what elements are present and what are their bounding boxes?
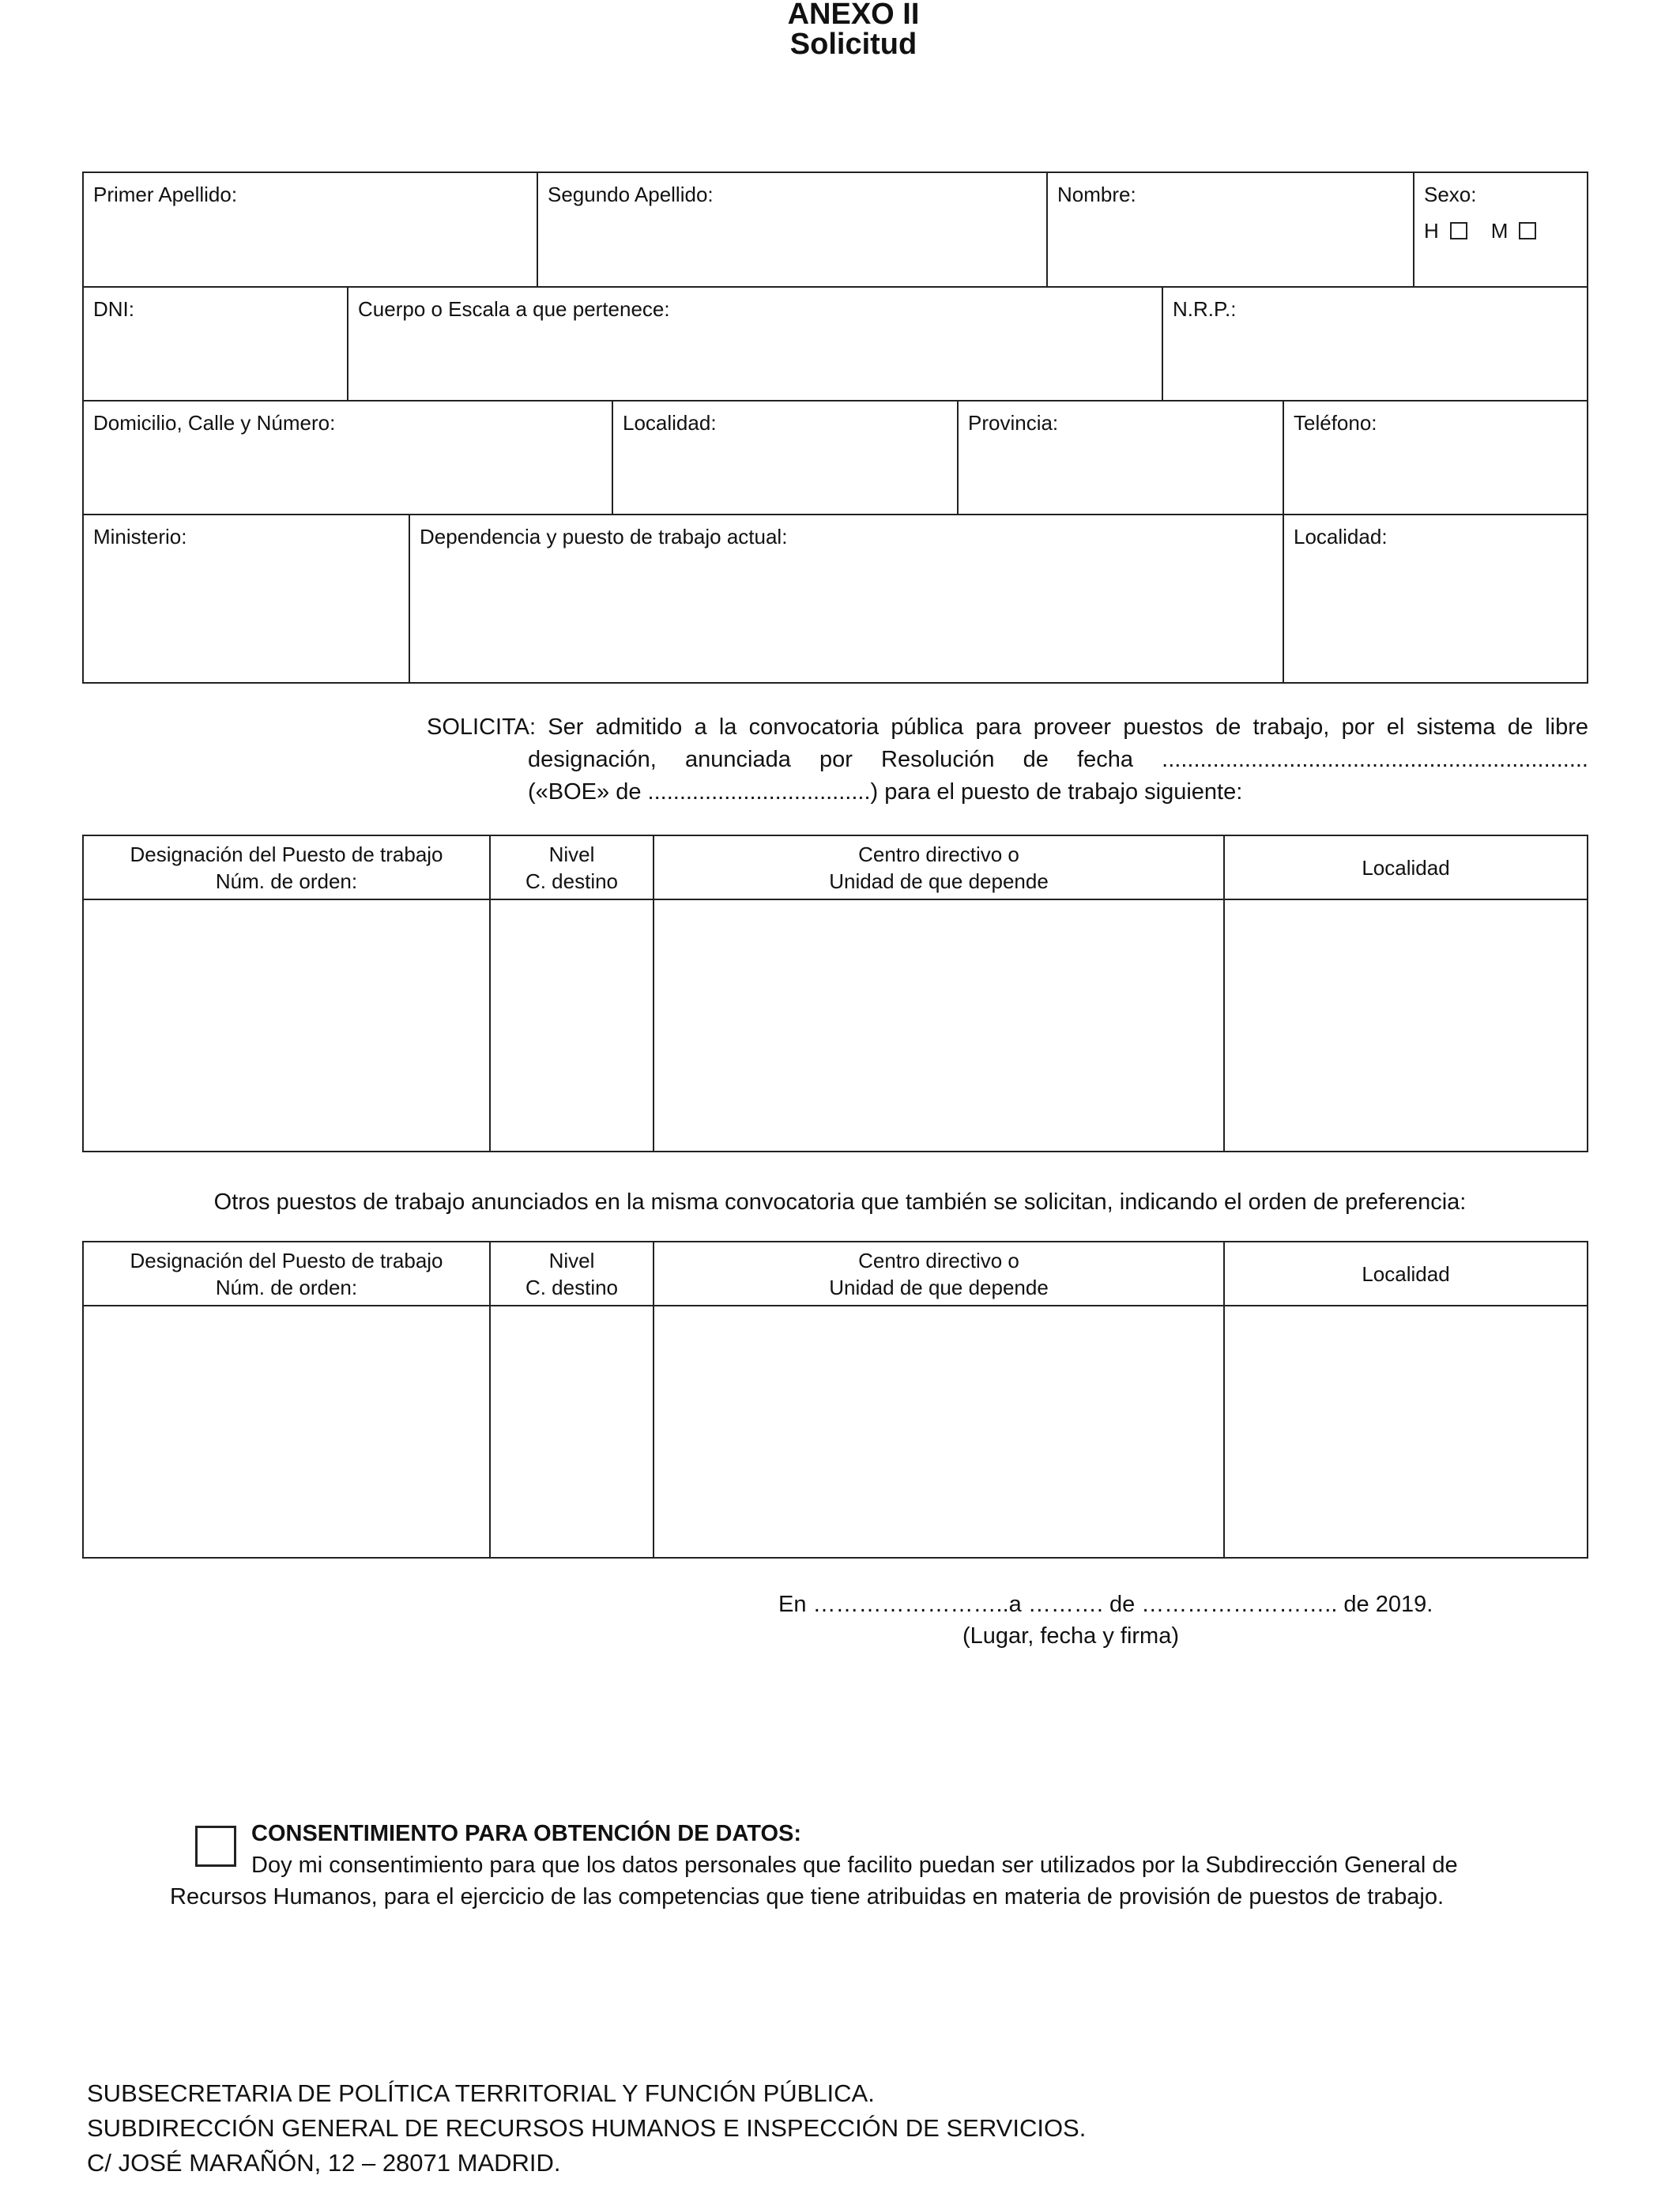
cuerpo-field[interactable] xyxy=(348,288,1163,400)
others-localidad-input[interactable] xyxy=(1225,1306,1587,1557)
cuerpo-label: Cuerpo o Escala a que pertenece: xyxy=(358,297,670,321)
others-col-nivel-title: Nivel xyxy=(548,1248,595,1272)
others-col-designacion-title: Designación del Puesto de trabajo xyxy=(130,1248,443,1272)
designacion-input[interactable] xyxy=(84,900,491,1151)
others-col-nivel-header xyxy=(491,1242,654,1305)
form-row-dni xyxy=(84,288,1587,401)
ministerio-label: Ministerio: xyxy=(93,525,187,548)
nombre-label: Nombre: xyxy=(1057,183,1136,206)
telefono-field[interactable] xyxy=(1284,401,1587,514)
footer-line-1: SUBSECRETARIA DE POLÍTICA TERRITORIAL Y FUNCIÓN PÚBLICA. xyxy=(87,2079,875,2107)
annex-title: ANEXO II xyxy=(787,0,920,31)
others-col-unidad-title: Unidad de que depende xyxy=(829,1275,1049,1299)
nrp-label: N.R.P.: xyxy=(1173,297,1237,321)
telefono-label: Teléfono: xyxy=(1294,411,1377,435)
dni-field[interactable] xyxy=(84,288,348,400)
job-table-header xyxy=(84,836,1587,900)
col-centro-title: Centro directivo o xyxy=(858,842,1019,866)
col-nivel-header xyxy=(491,836,654,899)
sexo-field xyxy=(1414,173,1587,286)
domicilio-label: Domicilio, Calle y Número: xyxy=(93,411,336,435)
nivel-input[interactable] xyxy=(491,900,654,1151)
sexo-h-checkbox[interactable] xyxy=(1450,222,1467,239)
col-localidad-header xyxy=(1225,836,1587,899)
others-col-destino-title: C. destino xyxy=(525,1275,619,1299)
consent-text-line-2: Recursos Humanos, para el ejercicio de las competencias que tiene atribuidas en materia de provisión de puestos de trabajo. xyxy=(170,1884,1445,1909)
localidad-label: Localidad: xyxy=(623,411,717,435)
domicilio-field[interactable] xyxy=(84,401,613,514)
footer-line-3: C/ JOSÉ MARAÑÓN, 12 – 28071 MADRID. xyxy=(87,2149,561,2177)
sexo-m-label: M xyxy=(1490,219,1509,243)
job-table-others xyxy=(82,1241,1588,1559)
job-table-body xyxy=(84,900,1587,1151)
primer-apellido-field[interactable] xyxy=(84,173,538,286)
place-date-line: En ……………………..a ………. de …………………….. de 2019. xyxy=(778,1592,1433,1617)
others-nivel-input[interactable] xyxy=(491,1306,654,1557)
provincia-field[interactable] xyxy=(959,401,1284,514)
sexo-label: Sexo: xyxy=(1424,183,1477,206)
segundo-apellido-label: Segundo Apellido: xyxy=(548,183,714,206)
dependencia-label: Dependencia y puesto de trabajo actual: xyxy=(420,525,788,548)
consent-title: CONSENTIMIENTO PARA OBTENCIÓN DE DATOS: xyxy=(251,1821,802,1846)
others-table-header xyxy=(84,1242,1587,1306)
others-table-body xyxy=(84,1306,1587,1557)
others-centro-input[interactable] xyxy=(654,1306,1225,1557)
localidad-actual-field[interactable] xyxy=(1284,515,1587,682)
localidad-actual-label: Localidad: xyxy=(1294,525,1388,548)
localidad-field[interactable] xyxy=(613,401,959,514)
solicita-line-2: designación, anunciada por Resolución de fecha ................................................................... xyxy=(528,747,1588,772)
col-destino-title: C. destino xyxy=(525,869,619,893)
others-col-designacion-header xyxy=(84,1242,491,1305)
sexo-h-label: H xyxy=(1424,219,1439,243)
col-orden-title: Núm. de orden: xyxy=(215,869,358,893)
sexo-options xyxy=(1424,219,1560,243)
nrp-field[interactable] xyxy=(1163,288,1587,400)
job-table-main xyxy=(82,835,1588,1152)
consent-checkbox[interactable] xyxy=(195,1826,236,1867)
col-designacion-header xyxy=(84,836,491,899)
place-date-caption: (Lugar, fecha y firma) xyxy=(962,1623,1179,1649)
others-col-orden-title: Núm. de orden: xyxy=(215,1275,358,1299)
document-subtitle: Solicitud xyxy=(789,28,917,61)
others-col-centro-header xyxy=(654,1242,1225,1305)
nombre-field[interactable] xyxy=(1048,173,1414,286)
others-col-centro-title: Centro directivo o xyxy=(858,1248,1019,1272)
solicita-line-1: SOLICITA: Ser admitido a la convocatoria pública para proveer puestos de trabajo, por el sistema de libre xyxy=(427,714,1588,740)
col-localidad-title: Localidad xyxy=(1362,855,1450,880)
centro-input[interactable] xyxy=(654,900,1225,1151)
form-row-names xyxy=(84,173,1587,288)
segundo-apellido-field[interactable] xyxy=(538,173,1048,286)
footer-line-2: SUBDIRECCIÓN GENERAL DE RECURSOS HUMANOS E INSPECCIÓN DE SERVICIOS. xyxy=(87,2114,1087,2142)
col-unidad-title: Unidad de que depende xyxy=(829,869,1049,893)
col-nivel-title: Nivel xyxy=(548,842,595,866)
form-row-ministerio xyxy=(84,515,1587,682)
sexo-m-checkbox[interactable] xyxy=(1519,222,1536,239)
col-designacion-title: Designación del Puesto de trabajo xyxy=(130,842,443,866)
others-col-localidad-header xyxy=(1225,1242,1587,1305)
dependencia-field[interactable] xyxy=(410,515,1284,682)
personal-data-form xyxy=(82,172,1588,684)
consent-text-line-1: Doy mi consentimiento para que los datos personales que facilito puedan ser utilizados por la Subdirección General de xyxy=(251,1853,1458,1878)
col-centro-header xyxy=(654,836,1225,899)
solicita-line-3: («BOE» de ...................................) para el puesto de trabajo siguiente: xyxy=(528,779,1243,805)
ministerio-field[interactable] xyxy=(84,515,410,682)
otros-puestos-text: Otros puestos de trabajo anunciados en la misma convocatoria que también se solicitan, indicando el orden de preferencia: xyxy=(213,1189,1467,1215)
localidad-input[interactable] xyxy=(1225,900,1587,1151)
others-designacion-input[interactable] xyxy=(84,1306,491,1557)
others-col-localidad-title: Localidad xyxy=(1362,1261,1450,1286)
form-row-domicilio xyxy=(84,401,1587,515)
primer-apellido-label: Primer Apellido: xyxy=(93,183,238,206)
solicita-paragraph xyxy=(427,711,1588,809)
provincia-label: Provincia: xyxy=(968,411,1059,435)
dni-label: DNI: xyxy=(93,297,134,321)
